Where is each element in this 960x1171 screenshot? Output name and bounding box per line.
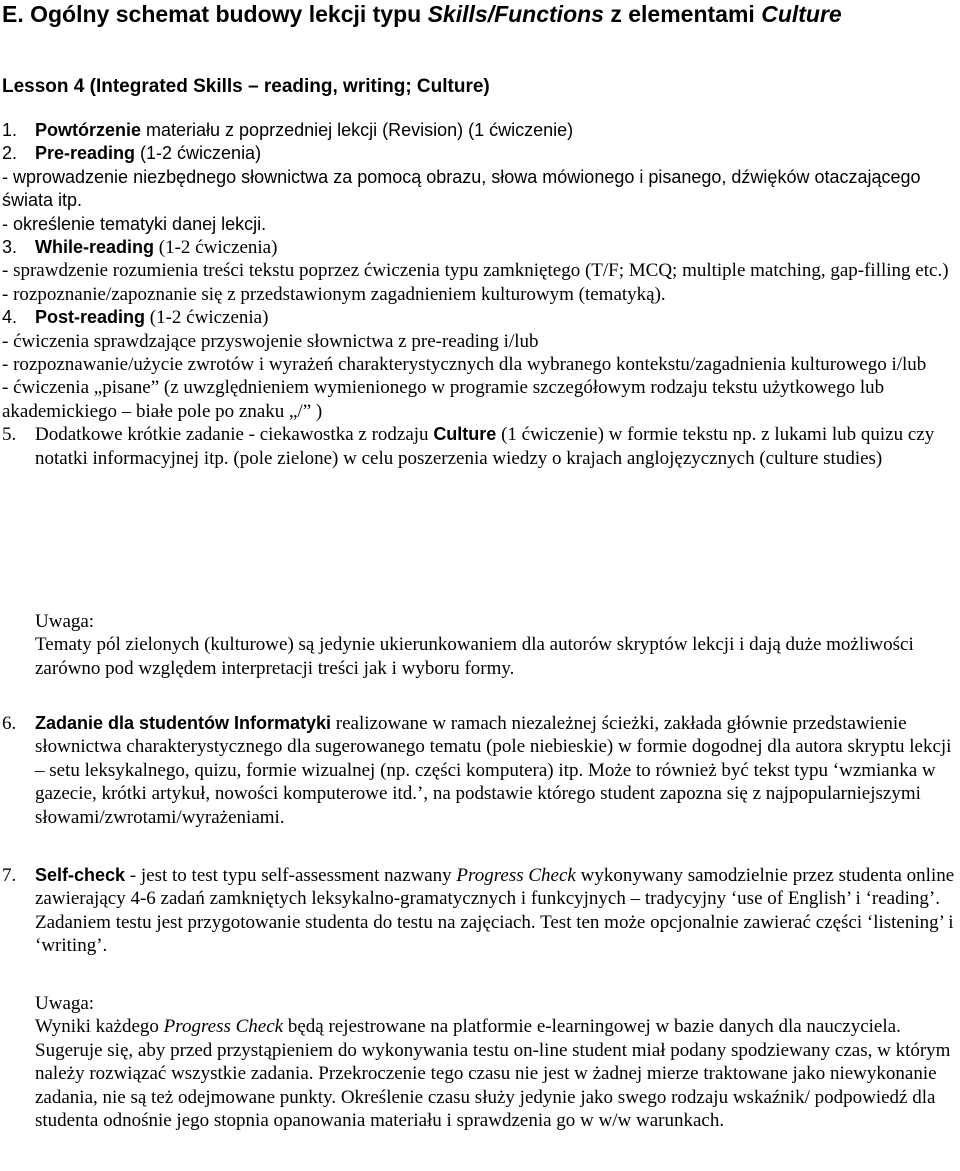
item-4-line-1: - ćwiczenia sprawdzające przyswojenie słownictwa z pre-reading i/lub <box>2 330 539 352</box>
item-3-line-1: - sprawdzenie rozumienia treści tekstu poprzez ćwiczenia typu zamkniętego (T/F; MCQ; multiple matching, gap-filling etc.) <box>2 260 949 282</box>
item-2-line-2: - określenie tematyki danej lekcji. <box>2 213 267 234</box>
item-2-line-1: - wprowadzenie niezbędnego słownictwa za pomocą obrazu, słowa mówionego i pisanego, dźwięków otaczającego świata itp. <box>2 166 921 211</box>
list-item-7: 7. Self-check - jest to test typu self-assessment nazwany Progress Check wykonywany samodzielnie przez studenta online zawierający 4-6 zadań zamkniętych leksykalno-gramatycznych i funkcyjnych – tradycyjny ‘use of English’ i ‘reading’. Zadaniem testu jest przygotowanie studenta do testu na zajęciach. Test ten może opcjonalnie zawierać części ‘listening’ i ‘writing’. <box>2 865 955 957</box>
note-2 <box>35 992 956 1132</box>
note-2-label: Uwaga: <box>35 993 95 1014</box>
note-1-label: Uwaga: <box>35 611 95 632</box>
lesson-heading: Lesson 4 (Integrated Skills – reading, writing; Culture) <box>2 76 490 97</box>
list-items-1-4 <box>2 119 956 470</box>
list-item-2: 2. Pre-reading (1-2 ćwiczenia) <box>2 143 262 164</box>
section-title: E. Ogólny schemat budowy lekcji typu Skills/Functions z elementami Culture <box>2 1 842 27</box>
list-item-3: 3. While-reading (1-2 ćwiczenia) <box>2 237 278 259</box>
item-4-line-3: - ćwiczenia „pisane” (z uwzględnieniem wymienionego w programie szczegółowym rodzaju tekstu użytkowego lub akademickiego – białe pole po znaku „/” ) <box>2 377 885 422</box>
list-item-1: 1. Powtórzenie materiału z poprzedniej lekcji (Revision) (1 ćwiczenie) <box>2 120 574 140</box>
list-item-4: 4. Post-reading (1-2 ćwiczenia) <box>2 307 269 329</box>
note-1 <box>35 610 956 680</box>
note-2-text: Wyniki każdego Progress Check będą rejestrowane na platformie e-learningowej w bazie danych dla nauczyciela. Sugeruje się, aby przed przystąpieniem do wykonywania testu on-line student miał podany spodziewany czas, w którym należy rozwiązać wszystkie zadania. Przekroczenie tego czasu nie jest w żadnej mierze traktowane jako niewykonanie zadania, nie są też odejmowane punkty. Określenie czasu służy jedynie jako swego rodzaju wskaźnik/ podpowiedź dla studenta odnośnie jego stopnia opanowania materiału i sprawdzenia go w w/w warunkach. <box>35 1016 951 1132</box>
item-4-line-2: - rozpoznawanie/użycie zwrotów i wyrażeń charakterystycznych dla wybranego kontekstu/zagadnienia kulturowego i/lub <box>2 354 927 376</box>
list-item-5: 5. Dodatkowe krótkie zadanie - ciekawostka z rodzaju Culture (1 ćwiczenie) w formie tekstu np. z lukami lub quizu czy notatki informacyjnej itp. (pole zielone) w celu poszerzenia wiedzy o krajach anglojęzycznych (culture studies) <box>2 424 935 469</box>
note-1-text: Tematy pól zielonych (kulturowe) są jedynie ukierunkowaniem dla autorów skryptów lekcji i dają duże możliwości zarówno pod względem interpretacji treści jak i wyboru formy. <box>35 634 914 679</box>
list-item-6: 6. Zadanie dla studentów Informatyki realizowane w ramach niezależnej ścieżki, zakłada głównie przedstawienie słownictwa charakterystycznego dla sugerowanego tematu (pole niebieskie) w formie dogodnej dla autora skryptu lekcji – setu leksykalnego, quizu, formie wizualnej (np. części komputera) itp. Może to również być tekst typu ‘wzmianka w gazecie, krótki artykuł, nowości komputerowe itd.’, na podstawie którego student zapozna się z najpopularniejszymi słowami/zwrotami/wyrażeniami. <box>2 713 952 828</box>
item-3-line-2: - rozpoznanie/zapoznanie się z przedstawionym zagadnieniem kulturowym (tematyką). <box>2 283 666 305</box>
